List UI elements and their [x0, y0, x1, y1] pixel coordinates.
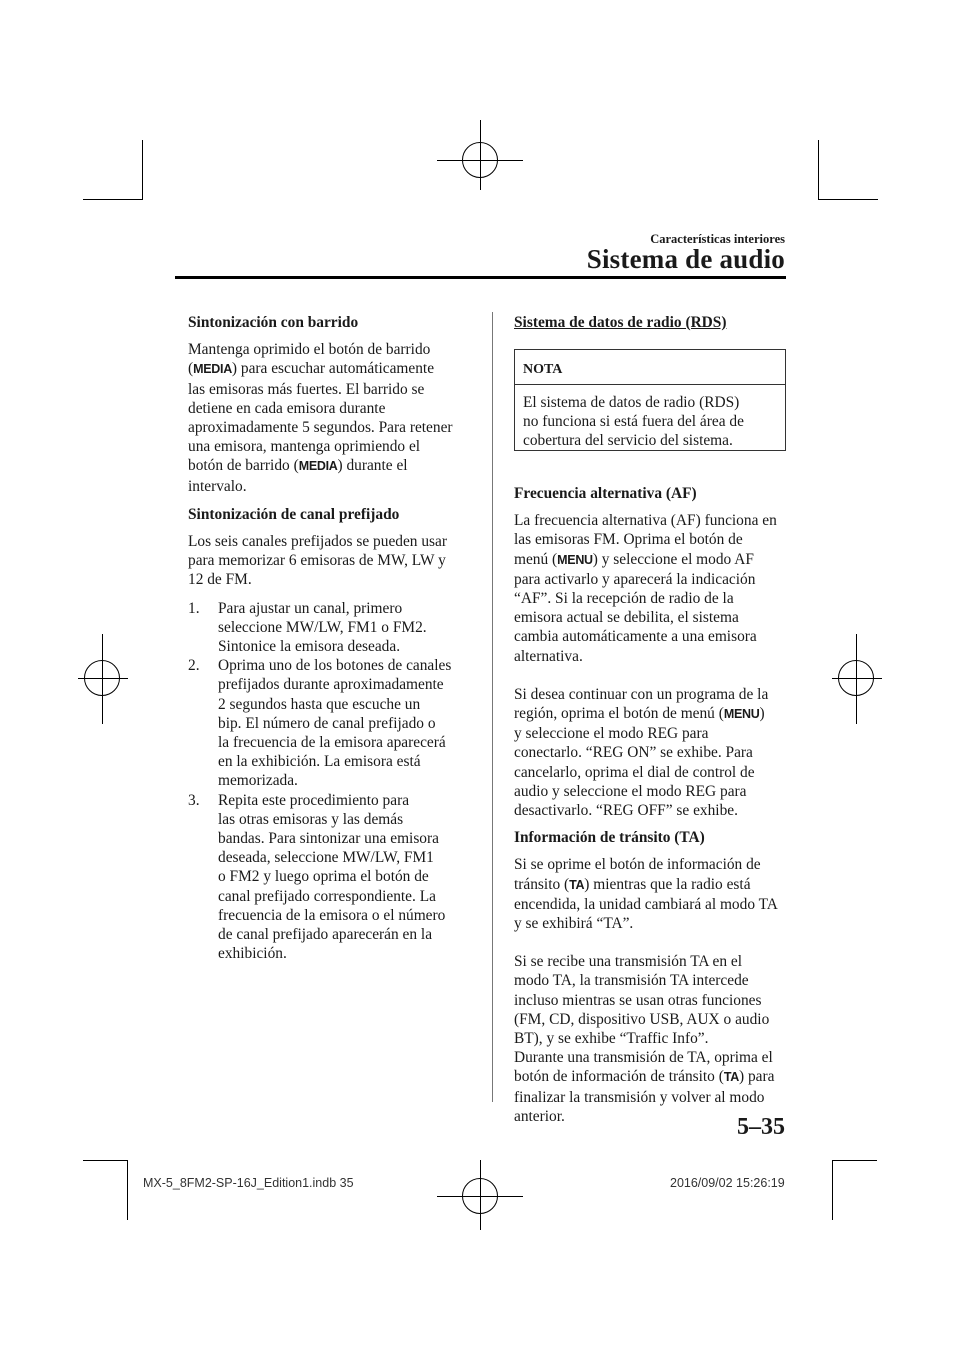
note-box	[514, 349, 786, 451]
ta-button-icon: TA	[569, 877, 585, 892]
left-column	[188, 313, 478, 964]
media-button-icon: MEDIA	[298, 459, 338, 474]
preset-steps	[188, 599, 478, 964]
page-number: 5–35	[737, 1114, 785, 1140]
right-column	[514, 484, 789, 1126]
list-item: 2. Oprima uno de los botones de canales prefijados durante aproximadamente 2 segundos hasta que escuche un bip. El número de canal prefijado o la frecuencia de la emisora aparecerá en la exhibición. La emisora está memorizada.	[188, 657, 452, 790]
heading-af: Frecuencia alternativa (AF)	[514, 485, 697, 502]
scan-paragraph: Mantenga oprimido el botón de barrido (MEDIA) para escuchar automáticamente las emisoras más fuertes. El barrido se detiene en cada emisora durante aproximadamente 5 segundos. Para retener una emisora, mantenga oprimiendo el botón de barrido (MEDIA) durante el intervalo.	[188, 341, 453, 495]
ta-button-icon: TA	[723, 1070, 739, 1085]
header-rule	[175, 276, 786, 279]
preset-paragraph: Los seis canales prefijados se pueden usar para memorizar 6 emisoras de MW, LW y 12 de FM.	[188, 533, 447, 589]
heading-scan-tuning: Sintonización con barrido	[188, 314, 359, 331]
page-title: Sistema de audio	[586, 244, 785, 274]
section-label: Características interiores	[650, 232, 785, 246]
reg-paragraph: Si desea continuar con un programa de la región, oprima el botón de menú (MENU) y seleccione el modo REG para conectarlo. “REG ON” se exhibe. Para cancelarlo, oprima el dial de control de audio y seleccione el modo REG para desactivarlo. “REG OFF” se exhibe.	[514, 685, 769, 820]
note-text: El sistema de datos de radio (RDS) no funciona si está fuera del área de cobertura del servicio del sistema.	[523, 394, 744, 450]
list-item: 1. Para ajustar un canal, primero seleccione MW/LW, FM1 o FM2. Sintonice la emisora deseada.	[188, 599, 427, 656]
ta-interrupt-paragraph: Si se recibe una transmisión TA en el modo TA, la transmisión TA intercede incluso mientras se usan otras funciones (FM, CD, dispositivo USB, AUX o audio BT), y se exhibe “Traffic Info”. Durante una transmisión de TA, oprima el botón de información de tránsito (TA) para finalizar la transmisión y volver al modo anterior.	[514, 953, 775, 1125]
heading-ta: Información de tránsito (TA)	[514, 829, 705, 847]
menu-button-icon: MENU	[723, 707, 760, 722]
menu-button-icon: MENU	[557, 552, 593, 567]
af-paragraph: La frecuencia alternativa (AF) funciona en las emisoras FM. Oprima el botón de menú (MENU) y seleccione el modo AF para activarlo y aparecerá la indicación “AF”. Si la recepción de radio de la emisora actual se debilita, el sistema cambia automáticamente a una emisora alternativa.	[514, 512, 777, 665]
list-item: 3. Repita este procedimiento para las otras emisoras y las demás bandas. Para sintonizar una emisora deseada, seleccione MW/LW, FM1 o FM2 y luego oprima el botón de canal prefijado correspondiente. La frecuencia de la emisora o el número de canal prefijado aparecerán en la exhibición.	[188, 791, 446, 963]
note-title: NOTA	[523, 362, 563, 377]
ta-paragraph: Si se oprime el botón de información de tránsito (TA) mientras que la radio está encendida, la unidad cambiará al modo TA y se exhibirá “TA”.	[514, 856, 778, 933]
footer-timestamp: 2016/09/02 15:26:19	[670, 1176, 785, 1190]
rds-heading-block	[514, 313, 786, 332]
footer-file: MX-5_8FM2-SP-16J_Edition1.indb 35	[143, 1176, 354, 1190]
heading-preset-tuning: Sintonización de canal prefijado	[188, 505, 400, 523]
column-divider	[492, 312, 493, 1102]
note-divider	[515, 384, 785, 385]
media-button-icon: MEDIA	[193, 362, 232, 377]
heading-rds: Sistema de datos de radio (RDS)	[514, 314, 727, 331]
